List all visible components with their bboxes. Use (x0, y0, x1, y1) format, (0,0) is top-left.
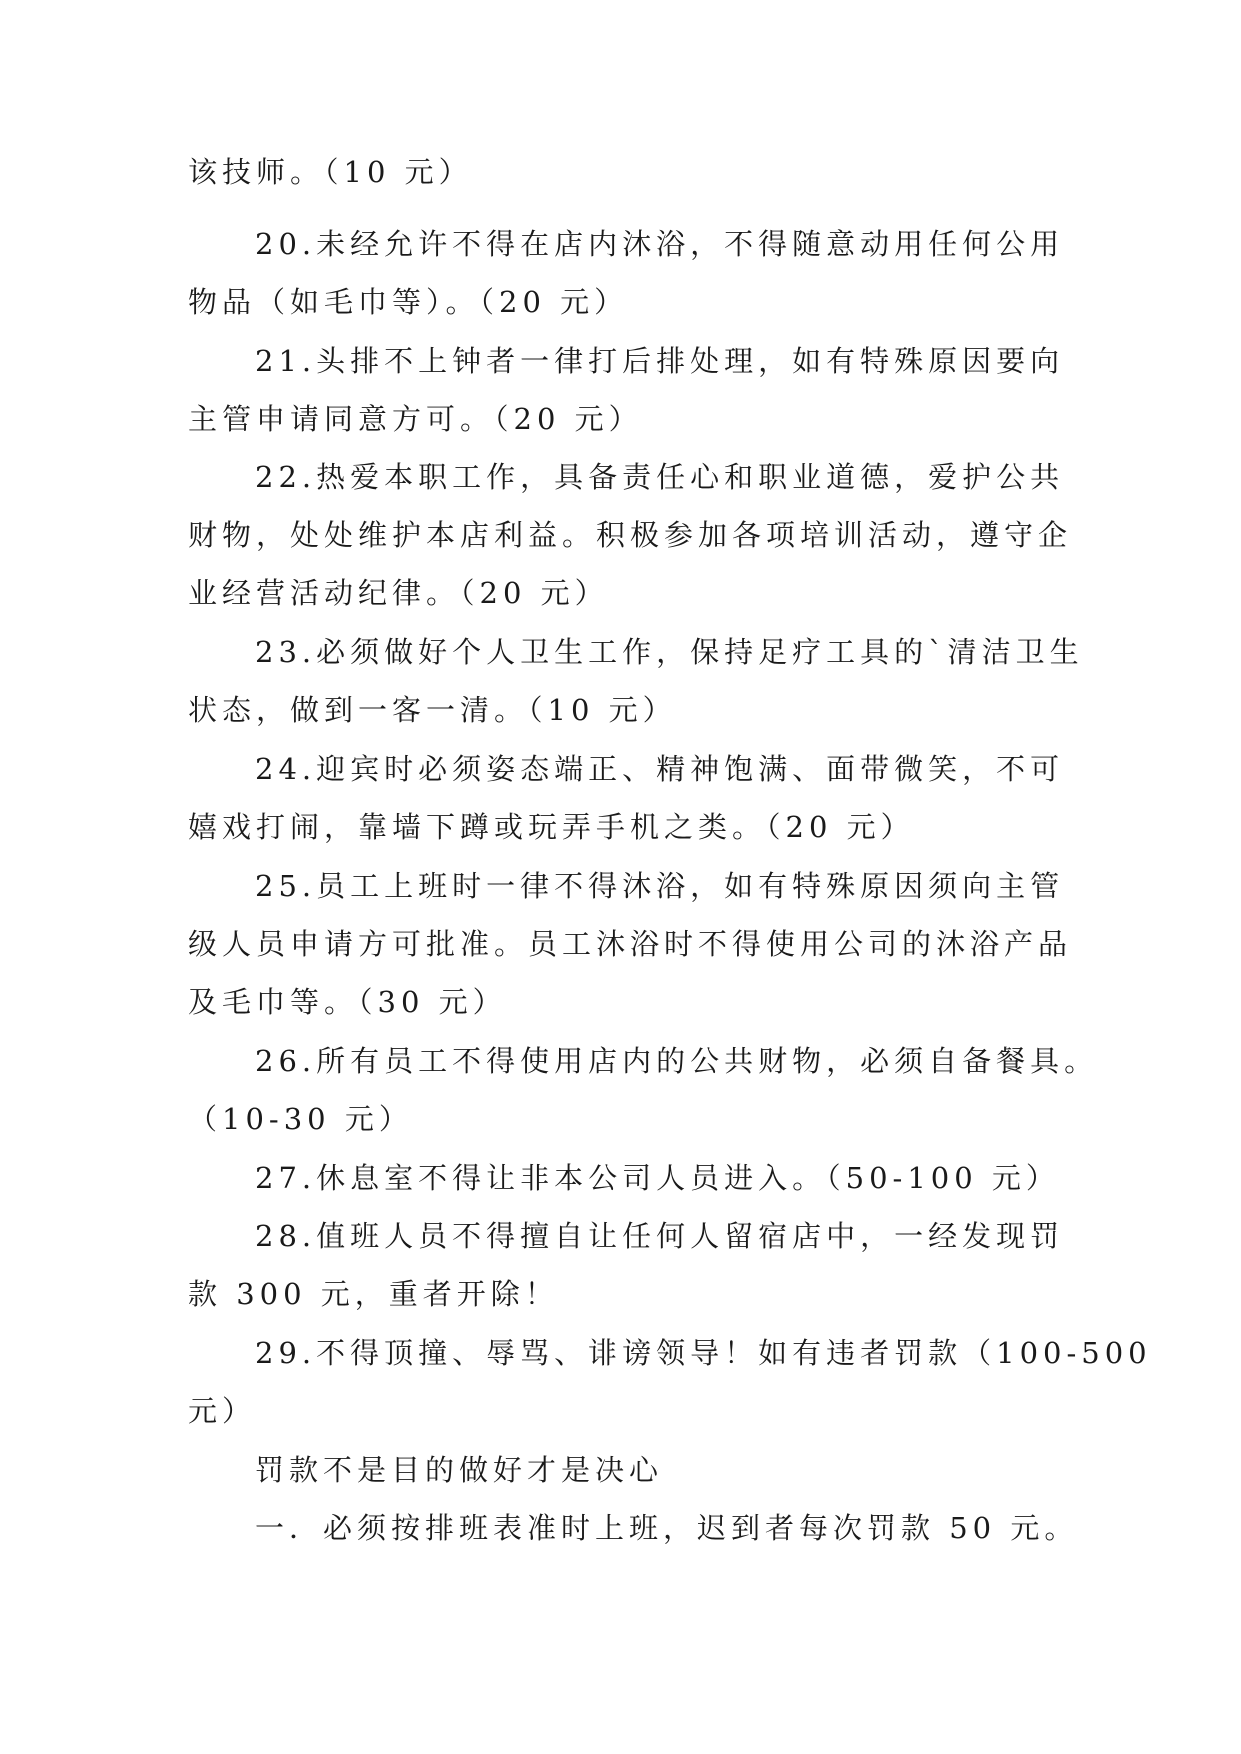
text-line-12: 嬉戏打闹，靠墙下蹲或玩弄手机之类。（20 元） (188, 810, 915, 844)
text-line-23: 罚款不是目的做好才是决心 (255, 1453, 664, 1487)
text-line-8: 业经营活动纪律。（20 元） (188, 576, 609, 610)
text-line-6: 22.热爱本职工作，具备责任心和职业道德，爱护公共 (255, 460, 1065, 494)
text-line-18: 27.休息室不得让非本公司人员进入。（50-100 元） (255, 1161, 1060, 1195)
text-line-15: 及毛巾等。（30 元） (188, 985, 507, 1019)
text-line-1: 该技师。（10 元） (188, 155, 473, 189)
text-line-13: 25.员工上班时一律不得沐浴，如有特殊原因须向主管 (255, 869, 1065, 903)
text-line-21: 29.不得顶撞、辱骂、诽谤领导！如有违者罚款（100-500 (255, 1336, 1152, 1370)
text-line-3: 物品（如毛巾等）。（20 元） (188, 285, 629, 319)
text-line-10: 状态，做到一客一清。（10 元） (188, 693, 677, 727)
text-line-5: 主管申请同意方可。（20 元） (188, 402, 643, 436)
text-line-11: 24.迎宾时必须姿态端正、精神饱满、面带微笑，不可 (255, 752, 1065, 786)
text-line-14: 级人员申请方可批准。员工沐浴时不得使用公司的沐浴产品 (188, 927, 1073, 961)
text-line-17: （10-30 元） (188, 1102, 413, 1136)
text-line-4: 21.头排不上钟者一律打后排处理，如有特殊原因要向 (255, 344, 1065, 378)
text-line-20: 款 300 元，重者开除！ (188, 1277, 559, 1311)
text-line-16: 26.所有员工不得使用店内的公共财物，必须自备餐具。 (255, 1044, 1099, 1078)
text-line-19: 28.值班人员不得擅自让任何人留宿店中，一经发现罚 (255, 1219, 1065, 1253)
text-line-22: 元） (188, 1394, 257, 1428)
text-line-2: 20.未经允许不得在店内沐浴，不得随意动用任何公用 (255, 227, 1065, 261)
text-line-7: 财物，处处维护本店利益。积极参加各项培训活动，遵守企 (188, 518, 1073, 552)
text-line-24: 一．必须按排班表准时上班，迟到者每次罚款 50 元。 (255, 1511, 1079, 1545)
text-line-9: 23.必须做好个人卫生工作，保持足疗工具的`清洁卫生 (255, 635, 1084, 669)
